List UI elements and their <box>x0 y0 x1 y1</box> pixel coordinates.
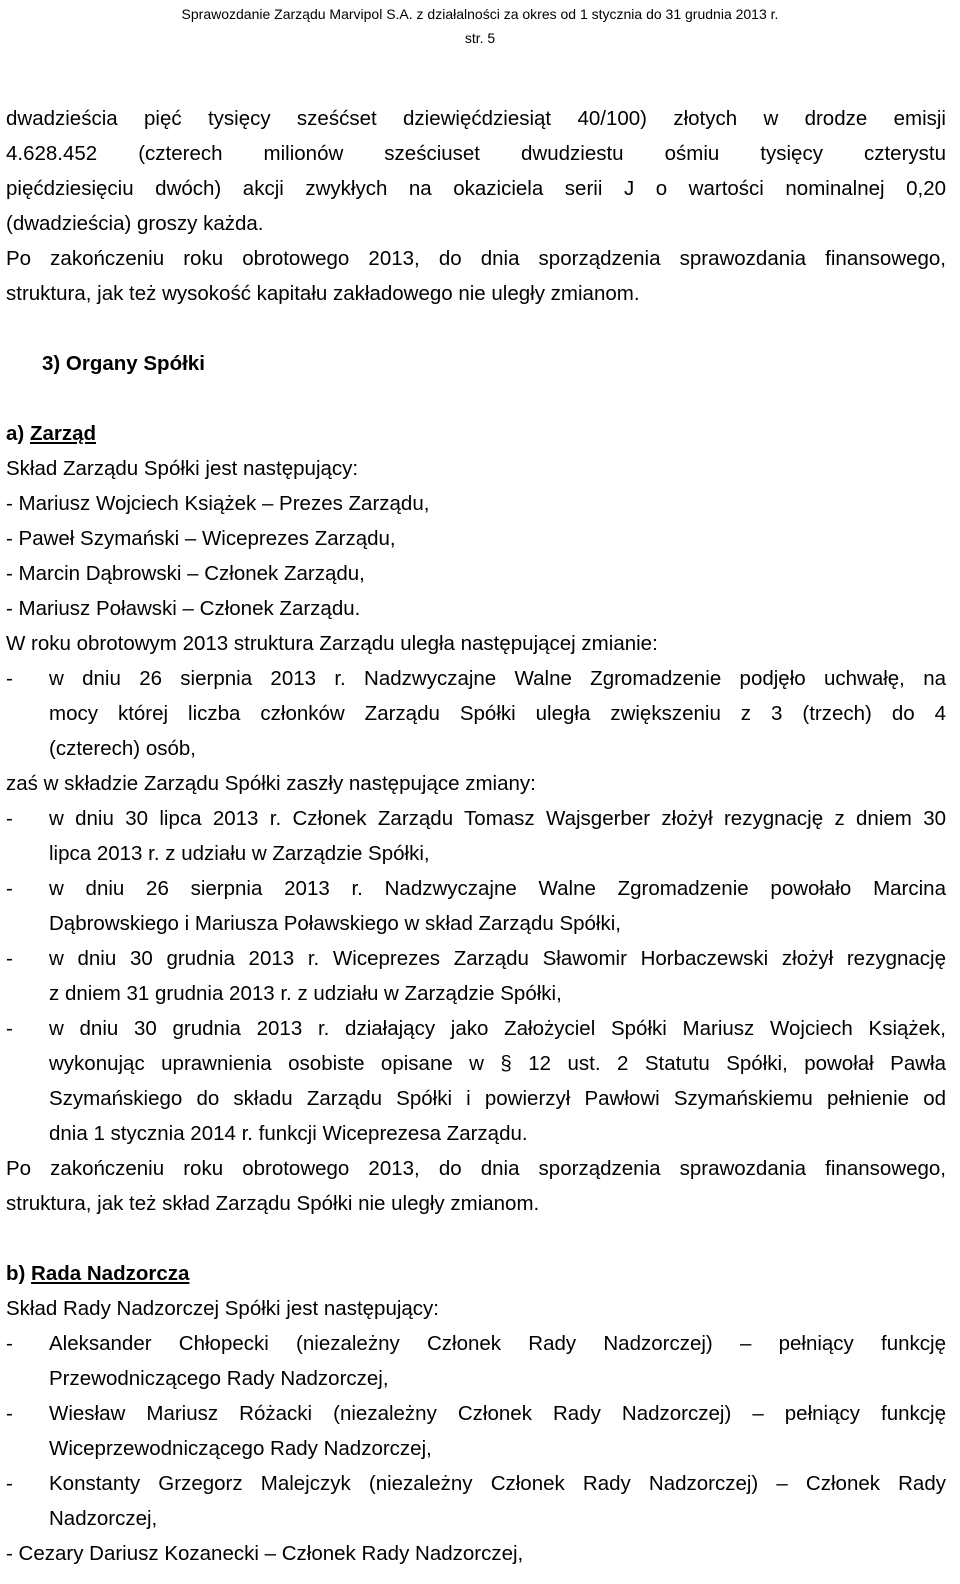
list-item-line: Nadzorczej, <box>49 1507 158 1530</box>
list-item-line: Konstanty Grzegorz Malejczyk (niezależny Członek Rady Nadzorczej) – Członek Rady <box>49 1472 946 1495</box>
list-dash: - <box>6 1472 13 1495</box>
list-item <box>6 661 946 766</box>
list-item-line: Przewodniczącego Rady Nadzorczej, <box>49 1367 389 1390</box>
list-item-line: w dniu 26 sierpnia 2013 r. Nadzwyczajne Walne Zgromadzenie podjęło uchwałę, na <box>49 667 946 690</box>
list-item-line: mocy której liczba członków Zarządu Spółki uległa zwiększeniu z 3 (trzech) do 4 <box>49 702 946 725</box>
heading-text-rada: Rada Nadzorcza <box>31 1262 190 1285</box>
zarzad-member-3: - Marcin Dąbrowski – Członek Zarządu, <box>6 562 365 585</box>
subsection-heading-rada <box>6 1256 946 1291</box>
list-dash: - <box>6 877 13 900</box>
zarzad-intro: Skład Zarządu Spółki jest następujący: <box>6 457 359 480</box>
rada-intro: Skład Rady Nadzorczej Spółki jest następujący: <box>6 1297 439 1320</box>
list-item <box>6 1396 946 1466</box>
capital-closing-line-1: Po zakończeniu roku obrotowego 2013, do dnia sporządzenia sprawozdania finansowego, <box>6 247 946 270</box>
list-item <box>6 941 946 1011</box>
list-item <box>6 1011 946 1151</box>
list-item-line: lipca 2013 r. z udziału w Zarządzie Spółki, <box>49 842 430 865</box>
header-title: Sprawozdanie Zarządu Marvipol S.A. z działalności za okres od 1 stycznia do 31 grudnia 2013 r. <box>181 6 779 22</box>
list-item-line: (czterech) osób, <box>49 737 196 760</box>
list-dash: - <box>6 667 13 690</box>
zarzad-member-4: - Mariusz Poławski – Członek Zarządu. <box>6 597 361 620</box>
capital-closing-line-2: struktura, jak też wysokość kapitału zakładowego nie uległy zmianom. <box>6 282 640 305</box>
zarzad-changes-intro: zaś w składzie Zarządu Spółki zaszły następujące zmiany: <box>6 772 536 795</box>
zarzad-closing-line-1: Po zakończeniu roku obrotowego 2013, do dnia sporządzenia sprawozdania finansowego, <box>6 1157 946 1180</box>
list-item-line: z dniem 31 grudnia 2013 r. z udziału w Zarządzie Spółki, <box>49 982 562 1005</box>
list-item-line: dnia 1 stycznia 2014 r. funkcji Wiceprezesa Zarządu. <box>49 1122 528 1145</box>
list-dash: - <box>6 1332 13 1355</box>
intro-line-1: dwadzieścia pięć tysięcy sześćset dziewięćdziesiąt 40/100) złotych w drodze emisji <box>6 107 946 130</box>
page-number: str. 5 <box>464 30 496 46</box>
list-dash: - <box>6 947 13 970</box>
list-dash: - <box>6 1017 13 1040</box>
list-item-line: Szymańskiego do składu Zarządu Spółki i powierzył Pawłowi Szymańskiemu pełnienie od <box>49 1087 946 1110</box>
list-item-line: w dniu 26 sierpnia 2013 r. Nadzwyczajne Walne Zgromadzenie powołało Marcina <box>49 877 946 900</box>
list-item-line: w dniu 30 grudnia 2013 r. Wiceprezes Zarządu Sławomir Horbaczewski złożył rezygnację <box>49 947 946 970</box>
list-item <box>6 871 946 941</box>
zarzad-member-2: - Paweł Szymański – Wiceprezes Zarządu, <box>6 527 396 550</box>
document-body <box>6 101 946 1571</box>
intro-line-4: (dwadzieścia) groszy każda. <box>6 212 264 235</box>
intro-line-2: 4.628.452 (czterech milionów sześciuset dwudziestu ośmiu tysięcy czterystu <box>6 142 946 165</box>
list-item <box>6 801 946 871</box>
heading-prefix-b: b) <box>6 1262 32 1285</box>
intro-line-3: pięćdziesięciu dwóch) akcji zwykłych na okaziciela serii J o wartości nominalnej 0,20 <box>6 177 946 200</box>
heading-prefix-a: a) <box>6 422 30 445</box>
zarzad-change-intro: W roku obrotowym 2013 struktura Zarządu uległa następującej zmianie: <box>6 632 658 655</box>
list-dash: - <box>6 1402 13 1425</box>
list-item-line: Wiesław Mariusz Różacki (niezależny Członek Rady Nadzorczej) – pełniący funkcję <box>49 1402 946 1425</box>
list-item-line: Wiceprzewodniczącego Rady Nadzorczej, <box>49 1437 432 1460</box>
heading-text-zarzad: Zarząd <box>29 422 97 445</box>
list-item-line: w dniu 30 lipca 2013 r. Członek Zarządu Tomasz Wajsgerber złożył rezygnację z dniem 30 <box>49 807 946 830</box>
list-item <box>6 1466 946 1536</box>
list-dash: - <box>6 807 13 830</box>
list-item-line: Aleksander Chłopecki (niezależny Członek Rady Nadzorczej) – pełniący funkcję <box>49 1332 946 1355</box>
list-item-line: Dąbrowskiego i Mariusza Poławskiego w skład Zarządu Spółki, <box>49 912 621 935</box>
list-item <box>6 1326 946 1396</box>
list-item-line: w dniu 30 grudnia 2013 r. działający jako Założyciel Spółki Mariusz Wojciech Książek, <box>49 1017 946 1040</box>
list-item-line: wykonując uprawnienia osobiste opisane w § 12 ust. 2 Statutu Spółki, powołał Pawła <box>49 1052 946 1075</box>
section-heading-organy: 3) Organy Spółki <box>42 352 205 375</box>
zarzad-member-1: - Mariusz Wojciech Książek – Prezes Zarządu, <box>6 492 430 515</box>
zarzad-closing-line-2: struktura, jak też skład Zarządu Spółki nie uległy zmianom. <box>6 1192 540 1215</box>
subsection-heading-zarzad <box>6 416 946 451</box>
rada-member-4: - Cezary Dariusz Kozanecki – Członek Rady Nadzorczej, <box>6 1542 524 1565</box>
